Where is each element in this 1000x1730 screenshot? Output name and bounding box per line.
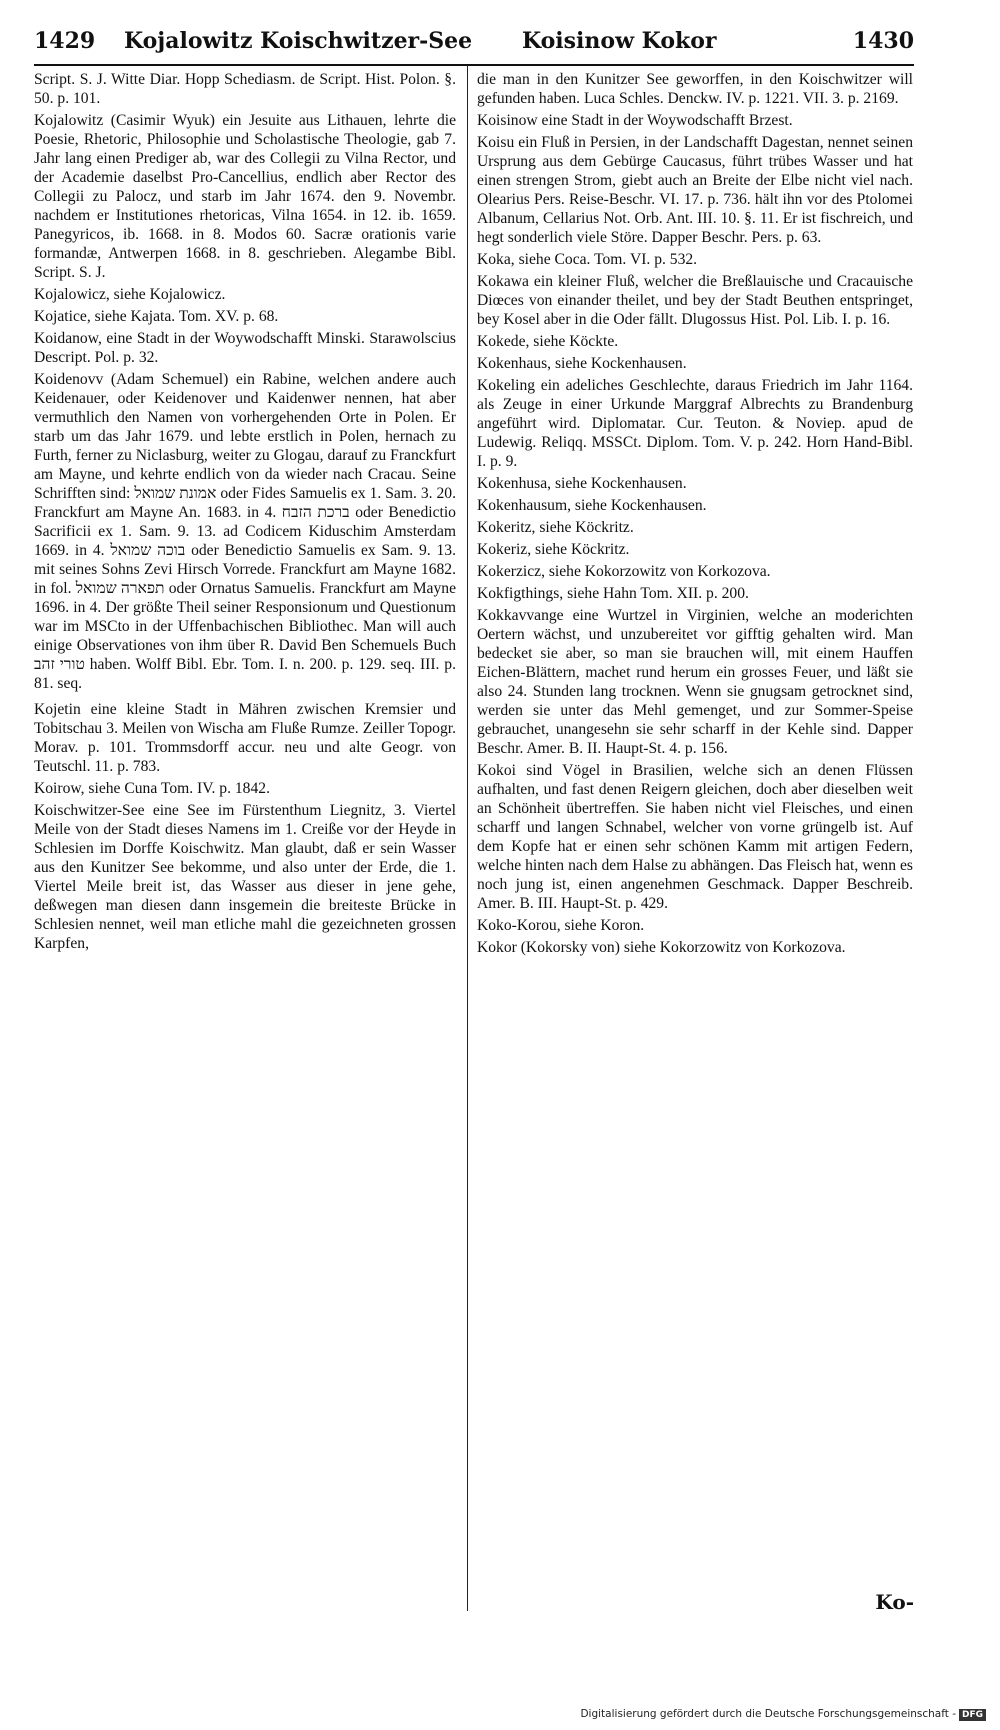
- entry-paragraph: Kokeling ein adeliches Geschlechte, daraus Friedrich im Jahr 1164. als Zeuge in einer Urkunde Marggraf Albrechts zu Brandenburg angeführt wird. Diplomatar. Cur. Teuton. & Noviep. apud de Ludewig. Reliqq. MSSCt. Diplom. Tom. V. p. 242. Horn Hand-Bibl. I. p. 9.: [477, 377, 913, 470]
- entry-paragraph: Kokor (Kokorsky von) siehe Kokorzowitz von Korkozova.: [477, 939, 846, 956]
- entry-paragraph: Koisinow eine Stadt in der Woywodschafft Brzest.: [477, 112, 793, 129]
- entry-paragraph: Kokawa ein kleiner Fluß, welcher die Breßlauische und Cracauische Diœces von einander theilet, und bey der Stadt Beuthen entspringet, bey Kosel aber in die Oder fällt. Dlugossus Hist. Pol. Lib. I. p. 16.: [477, 273, 913, 328]
- right-column: [477, 70, 913, 960]
- entry-paragraph: Kojalowicz, siehe Kojalowicz.: [34, 286, 226, 303]
- header-rule: [34, 64, 914, 66]
- entry-paragraph: Koidanow, eine Stadt in der Woywodschafft Minski. Starawolscius Descript. Pol. p. 32.: [34, 330, 456, 366]
- entry-paragraph: Kokenhusa, siehe Kockenhausen.: [477, 475, 687, 492]
- entry-paragraph: Kokfigthings, siehe Hahn Tom. XII. p. 200.: [477, 585, 749, 602]
- left-column: [34, 70, 456, 956]
- dfg-logo: DFG: [959, 1709, 986, 1721]
- digitization-credit: [580, 1708, 986, 1721]
- header-title-left: Kojalowitz Koischwitzer-See: [124, 28, 473, 54]
- page-number-left: 1429: [34, 28, 96, 54]
- catchword: Ko-: [875, 1590, 914, 1614]
- entry-paragraph: Koka, siehe Coca. Tom. VI. p. 532.: [477, 251, 698, 268]
- header-title-right: Koisinow Kokor: [522, 28, 717, 54]
- entry-paragraph: Script. S. J. Witte Diar. Hopp Schediasm. de Script. Hist. Polon. §. 50. p. 101.: [34, 71, 456, 107]
- page-number-right: 1430: [852, 28, 914, 54]
- entry-paragraph: Kokenhausum, siehe Kockenhausen.: [477, 497, 707, 514]
- entry-paragraph: Kojalowitz (Casimir Wyuk) ein Jesuite aus Lithauen, lehrte die Poesie, Rhetoric, Philosophie und Scholastische Theologie, gab 7. Jahr lang einen Prediger ab, war des Collegii zu Vilna Rector, und der Academie daselbst Pro-Cancellius, endlich aber Rector des Collegii zu Palocz, und starb im Jahr 1674. den 9. Novembr. nachdem er Institutiones rhetoricas, Vilna 1654. in 12. ib. 1659. Panegyricos, ib. 1668. in 8. Modos 60. Sacræ orationis varie formandæ, Antwerpen 1668. in 8. geschrieben. Alegambe Bibl. Script. S. J.: [34, 112, 456, 281]
- entry-paragraph: Kokeritz, siehe Köckritz.: [477, 519, 634, 536]
- entry-paragraph: Kokede, siehe Köckte.: [477, 333, 619, 350]
- entry-paragraph: Kojatice, siehe Kajata. Tom. XV. p. 68.: [34, 308, 279, 325]
- entry-paragraph: Kokenhaus, siehe Kockenhausen.: [477, 355, 687, 372]
- column-divider: [467, 66, 468, 1611]
- entry-paragraph: Koischwitzer-See eine See im Fürstenthum Liegnitz, 3. Viertel Meile von der Stadt dieses Namens im 1. Creiße vor der Heyde in Schlesien im Dorffe Koischwitz. Man glaubt, daß er sein Wasser aus den Kunitzer See bekomme, und also unter der Erde, die 1. Viertel Meile breit ist, das Wasser aus dieser in jene gehe, deßwegen man diesen dann insgemein die breiteste Brücke in Schlesien nennet, weil man etliche mahl die gezeichneten grossen Karpfen,: [34, 802, 456, 952]
- entry-paragraph: Kokeriz, siehe Köckritz.: [477, 541, 630, 558]
- entry-paragraph: Kokkavvange eine Wurtzel in Virginien, welche an moderichten Oertern wächst, und unzubereitet vor gifftig gehalten wird. Man bedecket sie aber, so man sie brauchen will, mit einem Hauffen Eichen-Blättern, machet rund herum ein grosses Feuer, und läßt sie also 24. Stunden lang trocknen. Wenn sie gnugsam getrocknet sind, werden sie unter das Mehl gemenget, und zur Sommer-Speise gebrauchet, unangesehn sie sehr scharff in der Kehle sind. Dapper Beschr. Amer. B. II. Haupt-St. 4. p. 156.: [477, 607, 913, 757]
- entry-paragraph: Kojetin eine kleine Stadt in Mähren zwischen Kremsier und Tobitschau 3. Meilen von Wischa am Fluße Rumze. Zeiller Topogr. Morav. p. 101. Trommsdorff accur. neu und alte Geogr. von Teutschl. 11. p. 783.: [34, 701, 456, 775]
- running-header: [34, 28, 914, 64]
- entry-paragraph: Koisu ein Fluß in Persien, in der Landschafft Dagestan, nennet seinen Ursprung aus dem Gebürge Caucasus, führt trübes Wasser und hat einen strengen Strom, giebt auch an Breite der Elbe nicht viel nach. Olearius Pers. Reise-Beschr. VI. 17. p. 736. hält ihn vor des Ptolomei Albanum, Cellarius Not. Orb. Ant. III. 10. §. 11. Er ist fischreich, und hegt sonderlich viele Störe. Dapper Beschr. Pers. p. 63.: [477, 134, 913, 246]
- credit-text: Digitalisierung gefördert durch die Deutsche Forschungsgemeinschaft -: [580, 1708, 956, 1720]
- entry-paragraph: Koko-Korou, siehe Koron.: [477, 917, 645, 934]
- entry-paragraph: die man in den Kunitzer See geworffen, in den Koischwitzer will gefunden haben. Luca Schles. Denckw. IV. p. 1221. VII. 3. p. 2169.: [477, 71, 913, 107]
- entry-paragraph: Kokerzicz, siehe Kokorzowitz von Korkozova.: [477, 563, 771, 580]
- entry-paragraph: Koidenovv (Adam Schemuel) ein Rabine, welchen andere auch Keidenauer, oder Keidenover und Kaidenwer nennen, hat aber vermuthlich den Namen von vorhergehenden Orte in Polen. Er starb um das Jahr 1679. und lebte erstlich in Polen, hernach zu Furth, ferner zu Niclasburg, weiter zu Glogau, darauf zu Franckfurt am Mayne, und kehrte endlich von da wieder nach Cracau. Seine Schrifften sind: אמונת שמואל oder Fides Samuelis ex 1. Sam. 3. 20. Franckfurt am Mayne An. 1683. in 4. ברכת הזבח oder Benedictio Sacrificii ex 1. Sam. 9. 13. ad Codicem Kiduschim Amsterdam 1669. in 4. בוכה שמואל oder Benedictio Samuelis ex Sam. 9. 13. mit seines Sohns Zevi Hirsch Vorrede. Franckfurt am Mayne 1682. in fol. תפארה שמואל oder Ornatus Samuelis. Franckfurt am Mayne 1696. in 4. Der größte Theil seiner Responsionum und Questionum war im MSCto in der Uffenbachischen Bibliothec. Man will auch einige Observationes von ihm über R. David Ben Schemuels Buch טורי זהב haben. Wolff Bibl. Ebr. Tom. I. n. 200. p. 129. seq. III. p. 81. seq.: [34, 371, 456, 692]
- entry-paragraph: Kokoi sind Vögel in Brasilien, welche sich an denen Flüssen aufhalten, und fast denen Reigern gleichen, doch aber dieselben weit an Schönheit übertreffen. Sie haben nicht viel Fleisches, und einen scharff und langen Schnabel, welcher von vorne grüngelb ist. Auf dem Kopfe hat er einen sehr schönen Kamm mit artigen Federn, welche hinten nach dem Halse zu abhängen. Das Fleisch hat, wenn es noch jung ist, einen angenehmen Geschmack. Dapper Beschreib. Amer. B. III. Haupt-St. p. 429.: [477, 762, 913, 912]
- entry-paragraph: Koirow, siehe Cuna Tom. IV. p. 1842.: [34, 780, 270, 797]
